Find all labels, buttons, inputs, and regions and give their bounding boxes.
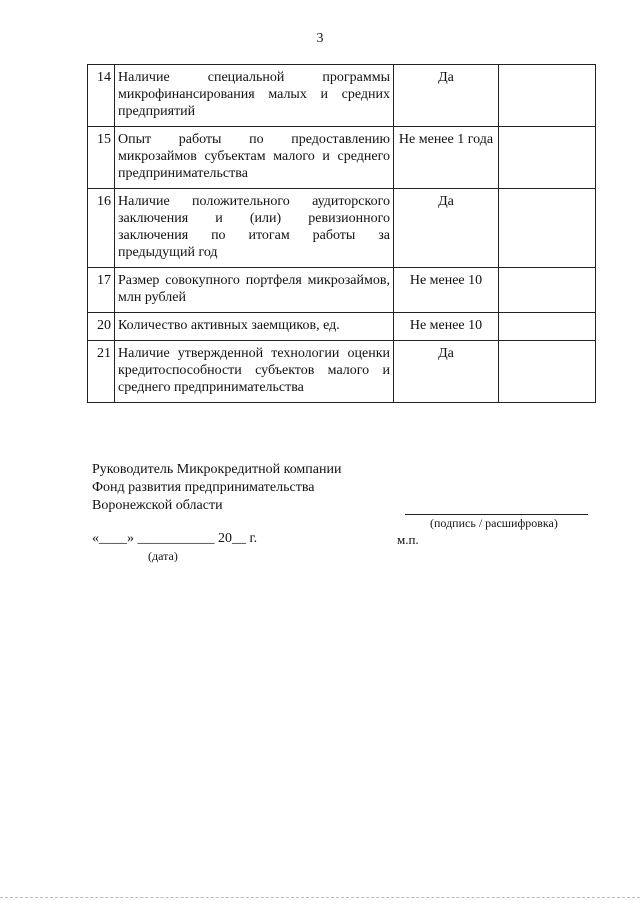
- requirement-value: Да: [394, 341, 499, 403]
- table-row: [88, 341, 596, 403]
- table-row: [88, 65, 596, 127]
- requirement-value: Не менее 1 года: [394, 127, 499, 189]
- table-row: [88, 268, 596, 313]
- actual-value: [499, 268, 596, 313]
- row-number: 21: [88, 341, 115, 403]
- criterion-text: Размер совокупного портфеля микрозаймов, млн рублей: [115, 268, 394, 313]
- actual-value: [499, 189, 596, 268]
- criterion-text: Опыт работы по предоставлению микрозаймов субъектам малого и среднего предпринимательства: [115, 127, 394, 189]
- criterion-text: Количество активных заемщиков, ед.: [115, 313, 394, 341]
- signatory-organization: Фонд развития предпринимательства: [92, 480, 315, 495]
- signature-line: [405, 514, 588, 515]
- criteria-table-body: [88, 65, 596, 403]
- row-number: 17: [88, 268, 115, 313]
- stamp-label: м.п.: [397, 532, 419, 547]
- actual-value: [499, 313, 596, 341]
- criterion-text: Наличие утвержденной технологии оценки кредитоспособности субъектов малого и среднего предпринимательства: [115, 341, 394, 403]
- actual-value: [499, 127, 596, 189]
- criterion-text: Наличие специальной программы микрофинансирования малых и средних предприятий: [115, 65, 394, 127]
- requirement-value: Не менее 10: [394, 313, 499, 341]
- table-row: [88, 127, 596, 189]
- date-caption: (дата): [148, 549, 178, 563]
- row-number: 20: [88, 313, 115, 341]
- requirement-value: Да: [394, 65, 499, 127]
- criterion-text: Наличие положительного аудиторского заключения и (или) ревизионного заключения по итогам работы за предыдущий год: [115, 189, 394, 268]
- criteria-table: [87, 64, 596, 403]
- page-number: 3: [316, 31, 324, 46]
- row-number: 16: [88, 189, 115, 268]
- requirement-value: Да: [394, 189, 499, 268]
- signatory-position: Руководитель Микрокредитной компании: [92, 462, 342, 477]
- signature-block: [92, 461, 341, 515]
- table-row: [88, 189, 596, 268]
- signature-caption: (подпись / расшифровка): [430, 516, 558, 530]
- row-number: 15: [88, 127, 115, 189]
- requirement-value: Не менее 10: [394, 268, 499, 313]
- page-bottom-edge: [0, 897, 640, 898]
- table-row: [88, 313, 596, 341]
- row-number: 14: [88, 65, 115, 127]
- date-line: «____» ___________ 20__ г.: [92, 531, 258, 546]
- actual-value: [499, 341, 596, 403]
- actual-value: [499, 65, 596, 127]
- signatory-region: Воронежской области: [92, 498, 223, 513]
